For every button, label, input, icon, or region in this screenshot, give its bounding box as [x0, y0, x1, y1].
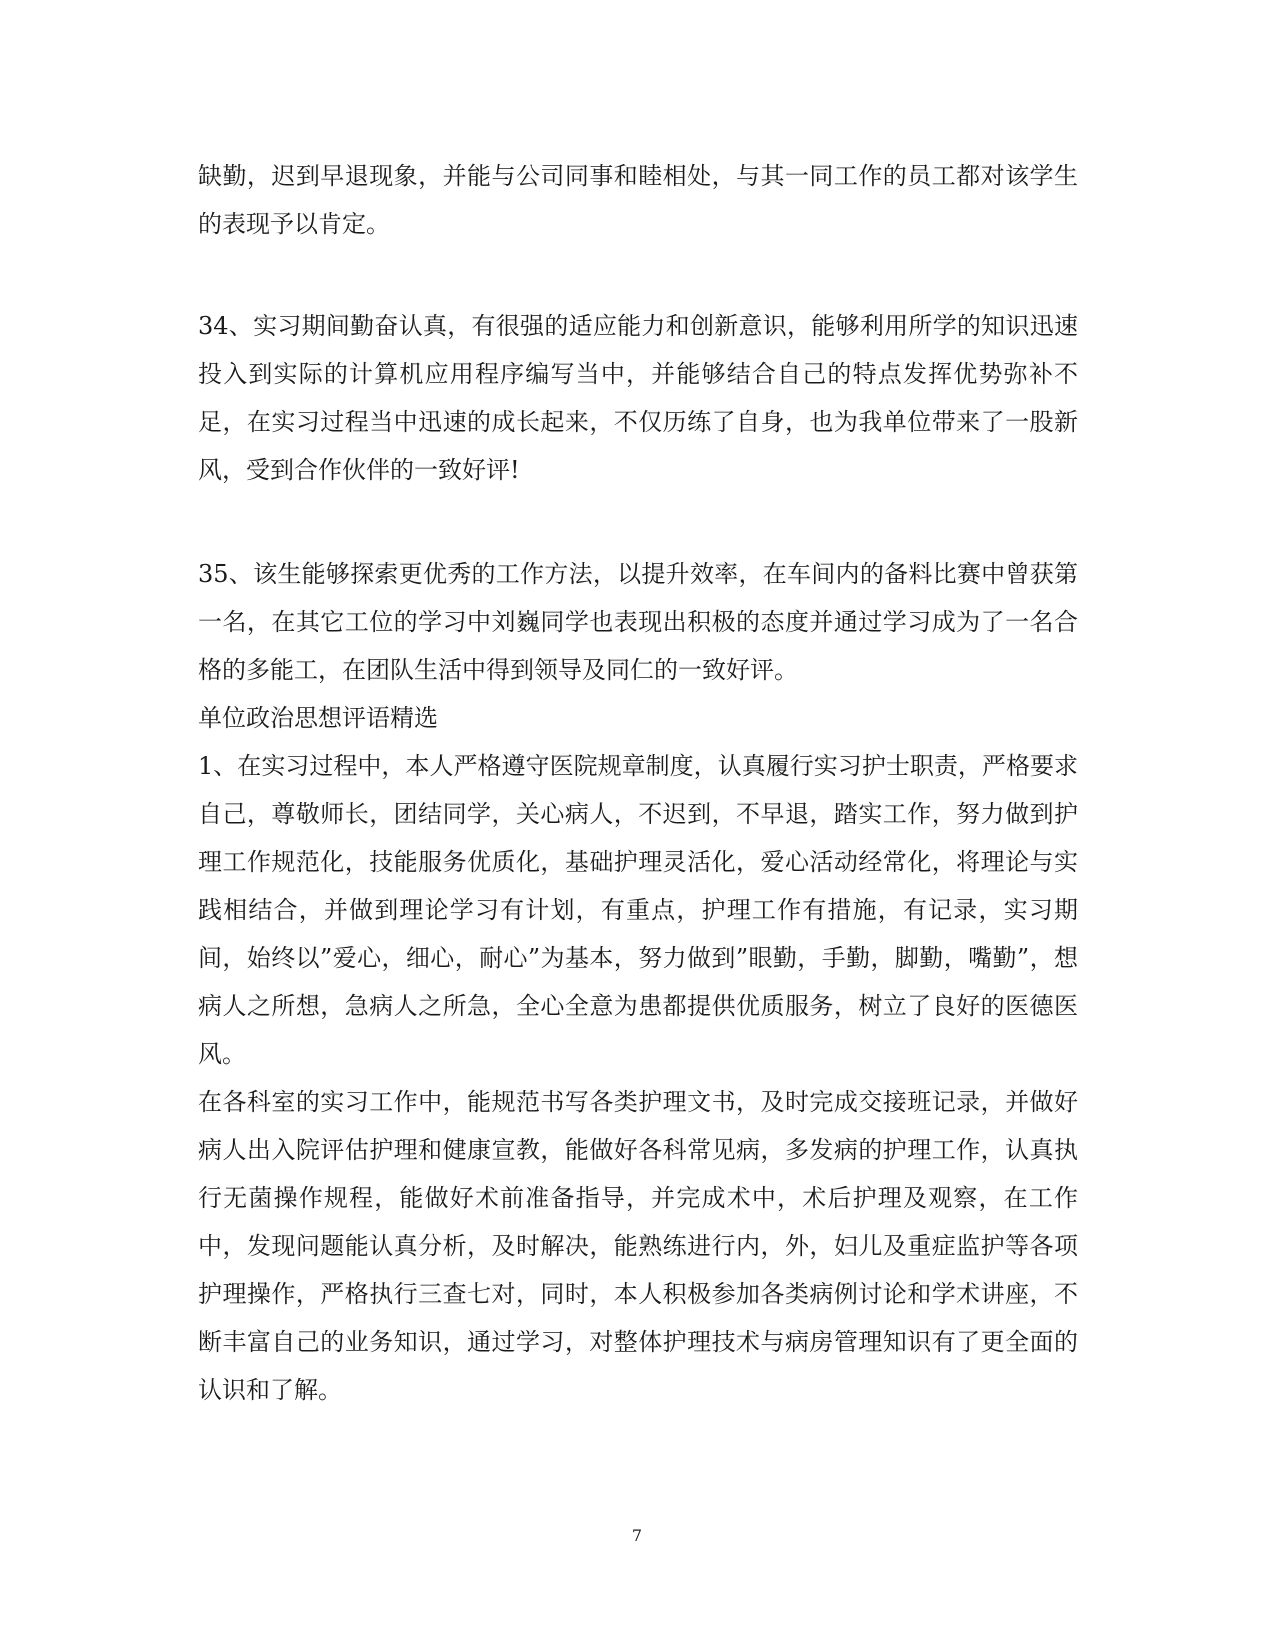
paragraph-continuation: 缺勤，迟到早退现象，并能与公司同事和睦相处，与其一同工作的员工都对该学生的表现予以肯定。: [198, 162, 1078, 238]
paragraph-item-1: 1、在实习过程中，本人严格遵守医院规章制度，认真履行实习护士职责，严格要求自己，尊敬师长，团结同学，关心病人，不迟到，不早退，踏实工作，努力做到护理工作规范化，技能服务优质化，基础护理灵活化，爱心活动经常化，将理论与实践相结合，并做到理论学习有计划，有重点，护理工作有措施，有记录，实习期间，始终以”爱心，细心，耐心”为基本，努力做到”眼勤，手勤，脚勤，嘴勤”，想病人之所想，急病人之所急，全心全意为患都提供优质服务，树立了良好的医德医风。: [198, 752, 1078, 1068]
page-number: 7: [631, 1526, 643, 1545]
section-heading: 单位政治思想评语精选: [198, 704, 438, 732]
paragraph-item-35: 35、该生能够探索更优秀的工作方法，以提升效率，在车间内的备料比赛中曾获第一名，在其它工位的学习中刘巍同学也表现出积极的态度并通过学习成为了一名合格的多能工，在团队生活中得到领导及同仁的一致好评。: [198, 560, 1078, 684]
paragraph-department-work: 在各科室的实习工作中，能规范书写各类护理文书，及时完成交接班记录，并做好病人出入院评估护理和健康宣教，能做好各科常见病，多发病的护理工作，认真执行无菌操作规程，能做好术前准备指导，并完成术中，术后护理及观察，在工作中，发现问题能认真分析，及时解决，能熟练进行内，外，妇儿及重症监护等各项护理操作，严格执行三查七对，同时，本人积极参加各类病例讨论和学术讲座，不断丰富自己的业务知识，通过学习，对整体护理技术与病房管理知识有了更全面的认识和了解。: [198, 1088, 1078, 1404]
paragraph-item-34: 34、实习期间勤奋认真，有很强的适应能力和创新意识，能够利用所学的知识迅速投入到实际的计算机应用程序编写当中，并能够结合自己的特点发挥优势弥补不足，在实习过程当中迅速的成长起来，不仅历练了自身，也为我单位带来了一股新风，受到合作伙伴的一致好评!: [198, 312, 1078, 484]
